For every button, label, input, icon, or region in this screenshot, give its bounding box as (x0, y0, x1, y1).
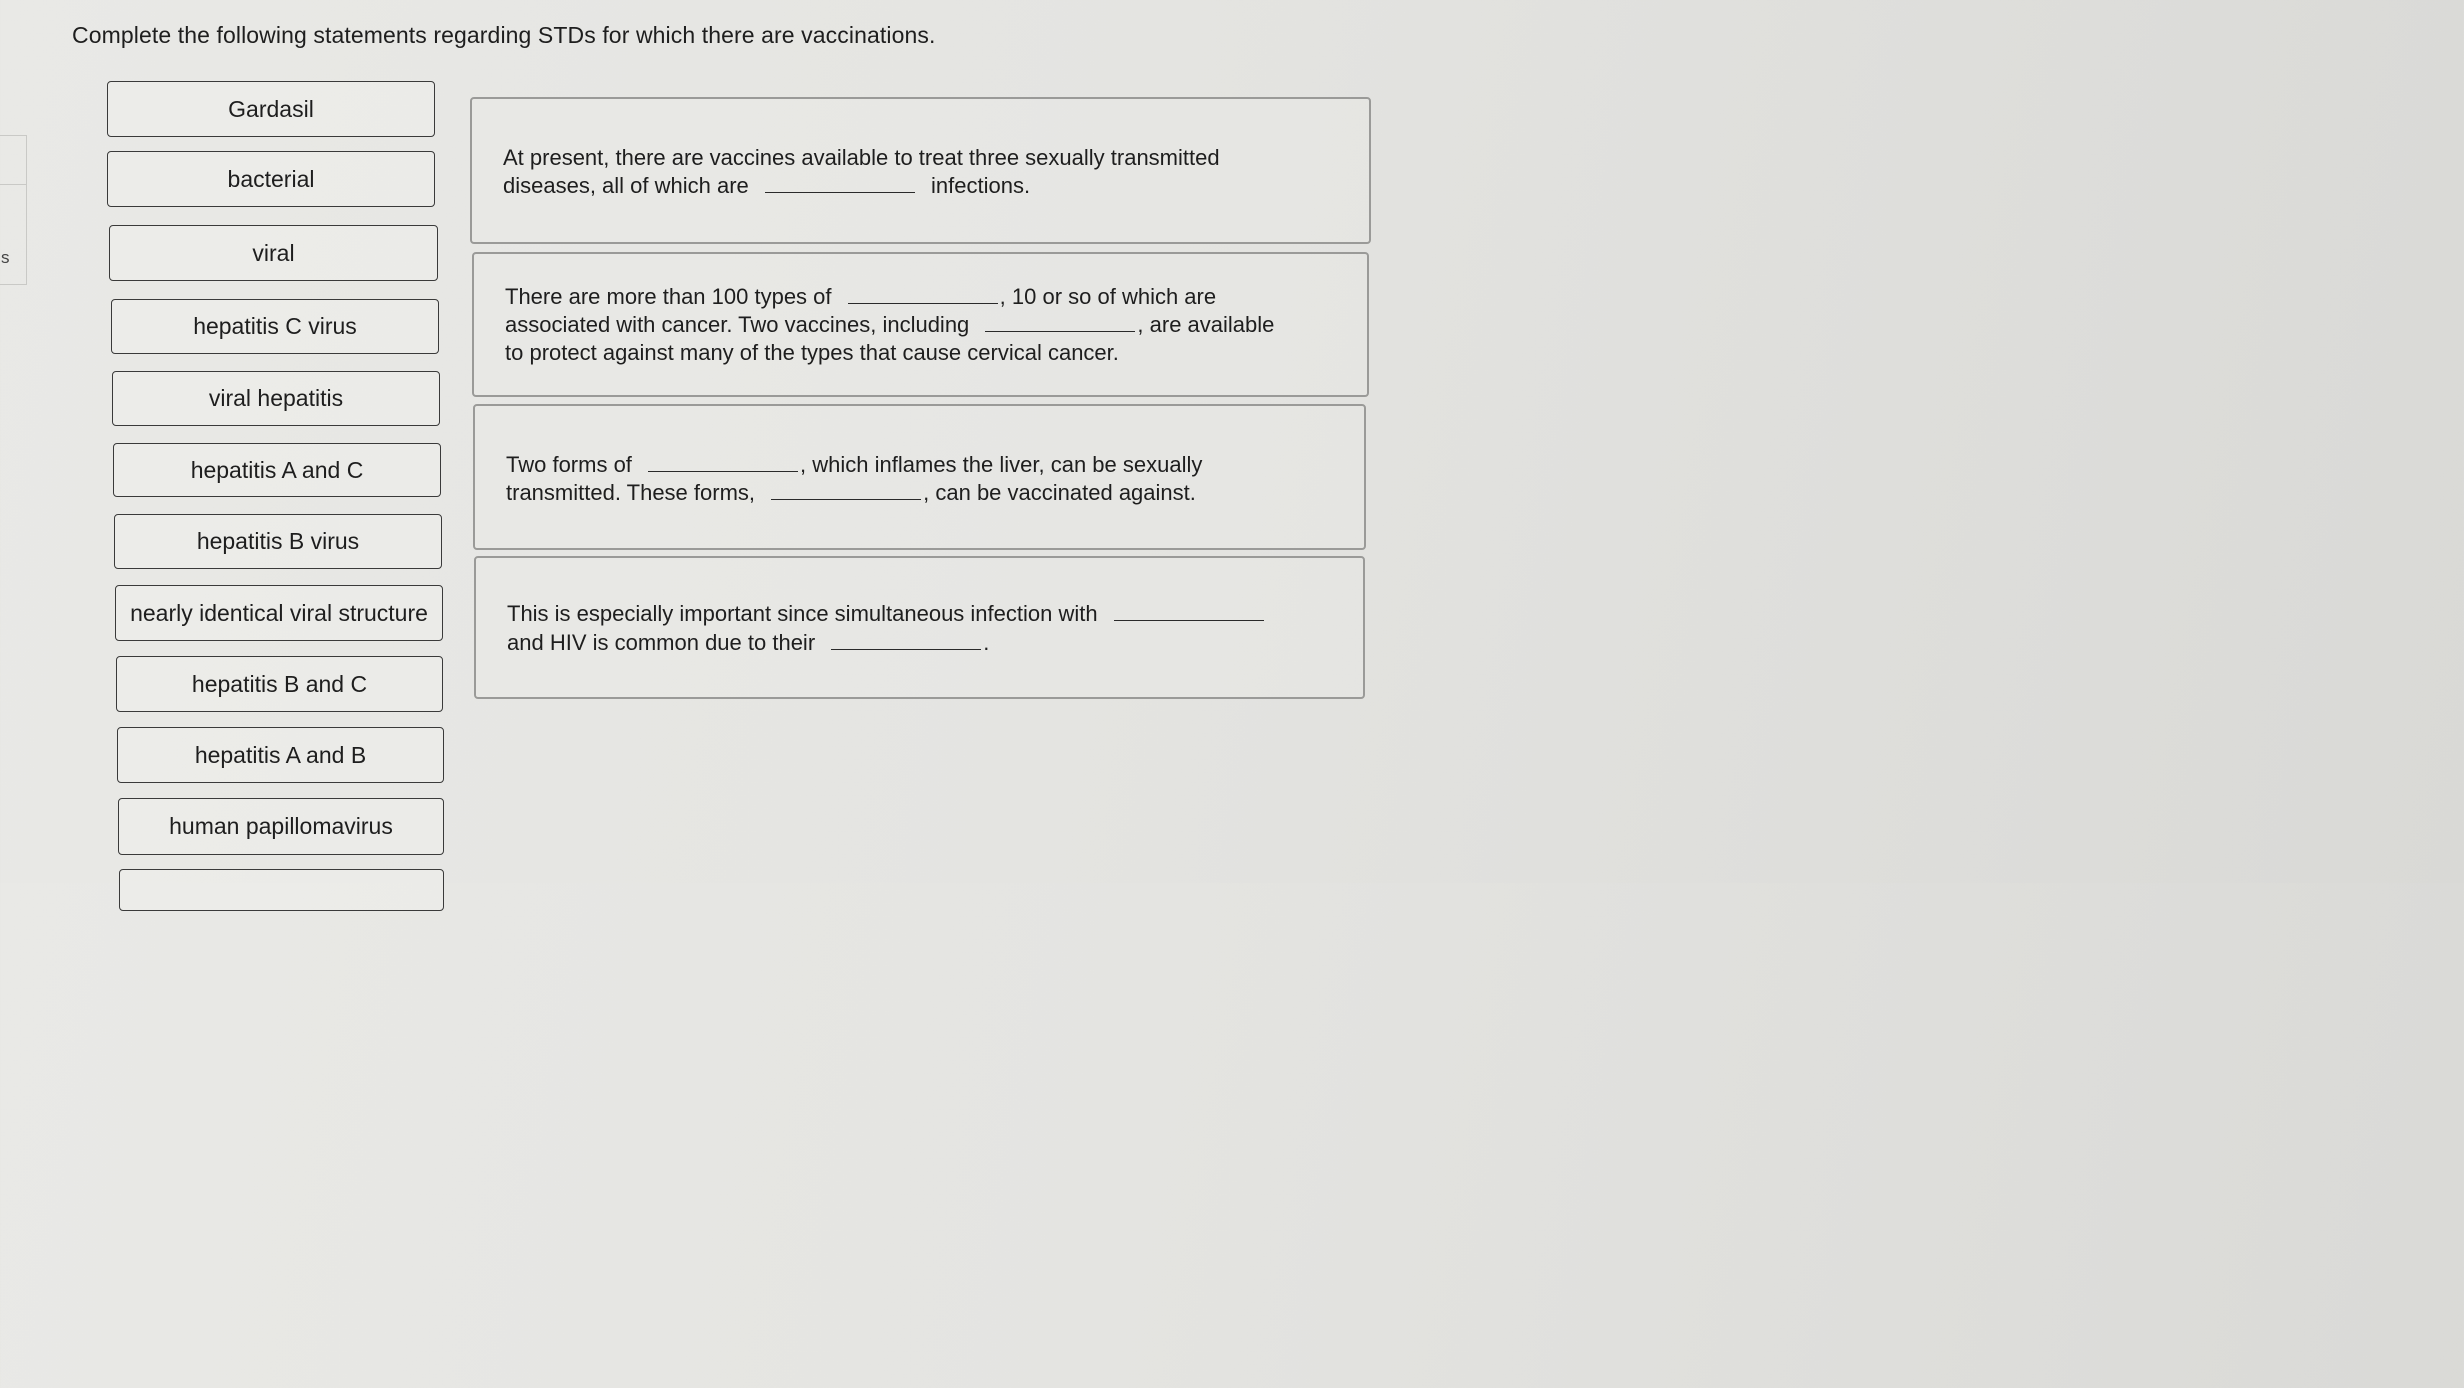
answer-tile[interactable]: viral hepatitis (112, 371, 440, 426)
answer-blank[interactable] (985, 313, 1135, 332)
answer-tile[interactable]: hepatitis B and C (116, 656, 443, 712)
statement-box-2 (472, 252, 1369, 397)
statement-text: This is especially important since simultaneous infection with (507, 601, 1098, 626)
divider (0, 184, 26, 185)
answer-tile[interactable]: bacterial (107, 151, 435, 207)
answer-tile[interactable]: human papillomavirus (118, 798, 444, 855)
answer-tile-partial[interactable] (119, 869, 444, 911)
statement-box-4 (474, 556, 1365, 699)
answer-tile[interactable]: Gardasil (107, 81, 435, 137)
statement-text: associated with cancer. Two vaccines, including (505, 312, 970, 337)
answer-blank[interactable] (648, 453, 798, 472)
statement-text: , can be vaccinated against. (923, 480, 1196, 505)
answer-tile[interactable]: hepatitis B virus (114, 514, 442, 569)
answer-blank[interactable] (771, 481, 921, 500)
statement-box-3 (473, 404, 1366, 550)
statement-text: and HIV is common due to their (507, 630, 816, 655)
statement-text: infections. (931, 173, 1031, 198)
statement-text: , are available (1137, 312, 1275, 337)
answer-tile[interactable]: hepatitis A and B (117, 727, 444, 783)
answer-tile[interactable]: nearly identical viral structure (115, 585, 443, 641)
left-panel-edge (0, 135, 27, 285)
answer-tile[interactable]: viral (109, 225, 438, 281)
answer-blank[interactable] (1114, 602, 1264, 621)
statement-text: , 10 or so of which are (999, 284, 1217, 309)
statement-text: . (983, 630, 990, 655)
answer-blank[interactable] (848, 285, 998, 304)
statement-text: transmitted. These forms, (506, 480, 756, 505)
statement-text: There are more than 100 types of (505, 284, 832, 309)
answer-blank[interactable] (831, 631, 981, 650)
statement-text: At present, there are vaccines available to treat three sexually transmitted (503, 145, 1220, 170)
answer-tile[interactable]: hepatitis C virus (111, 299, 439, 354)
statement-text: diseases, all of which are (503, 173, 749, 198)
edge-label: s (1, 248, 10, 267)
answer-tile[interactable]: hepatitis A and C (113, 443, 441, 497)
answer-blank[interactable] (765, 174, 915, 193)
statement-text: Two forms of (506, 452, 632, 477)
instructions: Complete the following statements regarding STDs for which there are vaccinations. (72, 22, 936, 48)
statement-box-1 (470, 97, 1371, 244)
statement-text: , which inflames the liver, can be sexually (800, 452, 1203, 477)
statement-text: to protect against many of the types that cause cervical cancer. (505, 340, 1119, 365)
